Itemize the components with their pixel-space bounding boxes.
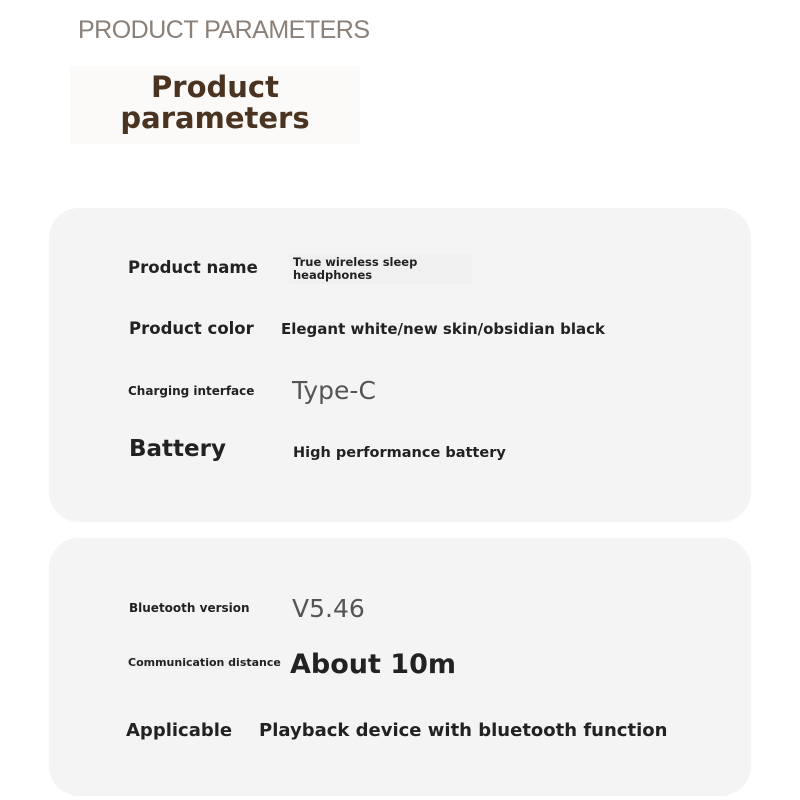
page-title-line1: Product <box>151 70 279 104</box>
bluetooth-version-value: V5.46 <box>292 594 365 623</box>
product-name-value: True wireless sleep headphones <box>289 254 472 284</box>
applicable-label: Applicable <box>126 720 233 741</box>
page-title-line2: parameters <box>120 101 310 135</box>
bluetooth-version-label: Bluetooth version <box>129 601 250 615</box>
section-eyebrow: PRODUCT PARAMETERS <box>78 16 370 44</box>
spec-card-connectivity <box>49 538 751 796</box>
spec-card-general <box>49 208 751 522</box>
battery-label: Battery <box>129 436 226 462</box>
charging-interface-label: Charging interface <box>128 384 255 398</box>
product-color-label: Product color <box>129 319 254 338</box>
applicable-value: Playback device with bluetooth function <box>259 720 668 741</box>
communication-distance-value: About 10m <box>290 649 457 680</box>
page-title <box>70 66 360 144</box>
charging-interface-value: Type-C <box>292 376 376 405</box>
product-color-value: Elegant white/new skin/obsidian black <box>281 320 606 338</box>
battery-value: High performance battery <box>293 445 506 461</box>
communication-distance-label: Communication distance <box>128 656 281 669</box>
product-name-label: Product name <box>128 258 258 277</box>
